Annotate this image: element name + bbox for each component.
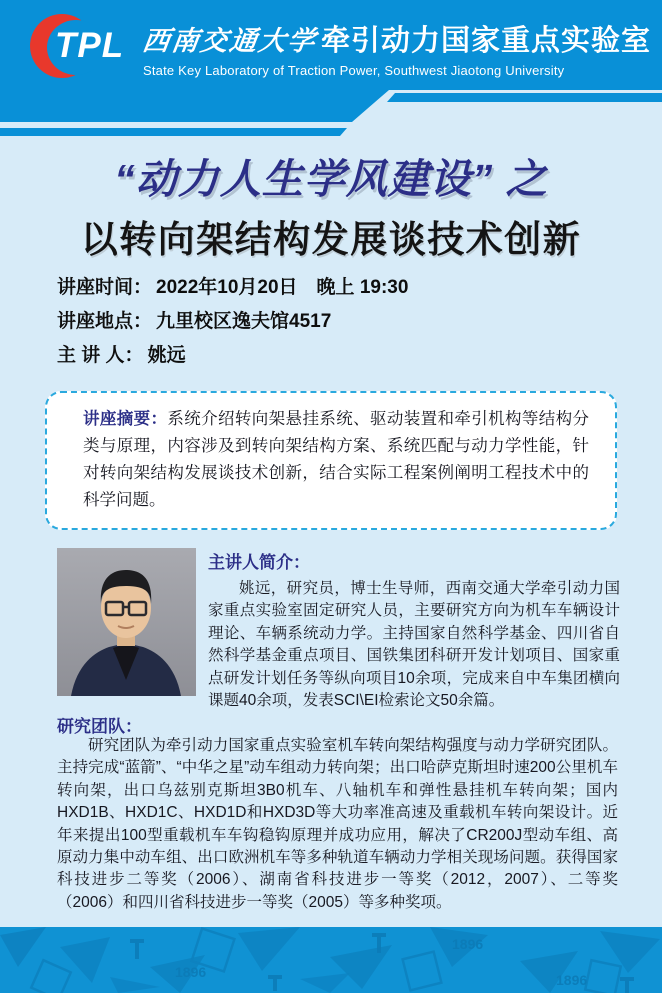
lecture-speaker-row — [57, 340, 408, 374]
footer-year-3: 1896 — [556, 972, 588, 988]
speaker-photo — [57, 548, 196, 696]
poster-title-series: “动力人生学风建设” 之 — [114, 156, 548, 202]
footer-year-1: 1896 — [175, 964, 207, 980]
lab-name-english: State Key Laboratory of Traction Power, Southwest Jiaotong University — [143, 63, 565, 78]
lecture-place-label: 讲座地点： — [57, 311, 153, 332]
lecture-place-row — [57, 306, 408, 340]
speaker-bio-title: 主讲人简介： — [208, 553, 310, 572]
abstract-label: 讲座摘要： — [83, 410, 168, 428]
header-text — [140, 18, 652, 78]
logo-text: TPL — [55, 26, 125, 65]
lecture-place-value: 九里校区逸夫馆4517 — [156, 311, 332, 332]
speaker-bio-text: 姚远，研究员，博士生导师，西南交通大学牵引动力国家重点实验室固定研究人员，主要研究方向为机车车辆设计理论、车辆系统动力学。主持国家自然科学基金、四川省自然科学基金重点项目、国铁集团科研开发计划项目、国家重点研发计划任务等纵向项目10余项，完成来自中车集团横向课题40余项，发表SCI\EI检索论文50余篇。 — [208, 580, 620, 710]
lecture-speaker-value: 姚远 — [147, 345, 186, 366]
lecture-time-row — [57, 272, 408, 306]
speaker-bio-section — [208, 548, 620, 712]
abstract-text: 系统介绍转向架悬挂系统、驱动装置和牵引机构等结构分类与原理，内容涉及到转向架结构方案、系统匹配与动力学性能，针对转向架结构发展谈技术创新，结合实际工程案例阐明工程技术中的科学问题。 — [83, 410, 590, 509]
lecture-info — [57, 272, 408, 374]
lab-name: 牵引动力国家重点实验室 — [321, 25, 652, 57]
abstract-box — [45, 391, 617, 530]
team-section-text: 研究团队为牵引动力国家重点实验室机车转向架结构强度与动力学研究团队。主持完成“蓝箭”、“中华之星”动车组动力转向架；出口哈萨克斯坦时速200公里机车转向架，出口乌兹别克斯坦3B0机车、八轴机车和弹性悬挂机车转向架；国内HXD1B、HXD1C、HXD1D和HXD3D等大功率准高速及重载机车转向架设计。近年来提出100型重载机车车钩稳钩原理并成功应用，解决了CR200J型动车组、高原动力集中动车组、出口欧洲机车等多种轨道车辆动力学相关现场问题。获得国家科技进步二等奖（2006）、湖南省科技进步一等奖（2012，2007）、二等奖（2006）和四川省科技进步一等奖（2005）等多种奖项。 — [57, 737, 618, 911]
university-name: 西南交通大学 — [140, 26, 319, 56]
header-stripe-left — [0, 128, 350, 136]
poster-title-topic: 以转向架结构发展谈技术创新 — [80, 219, 582, 260]
lecture-speaker-label: 主 讲 人： — [57, 345, 144, 366]
lecture-time-label: 讲座时间： — [57, 277, 153, 298]
footer-band — [0, 927, 662, 993]
team-section-title: 研究团队： — [57, 717, 142, 736]
lecture-time-value: 2022年10月20日 晚上 19:30 — [156, 277, 409, 298]
tpl-logo — [30, 12, 146, 80]
footer-year-2: 1896 — [452, 936, 484, 952]
